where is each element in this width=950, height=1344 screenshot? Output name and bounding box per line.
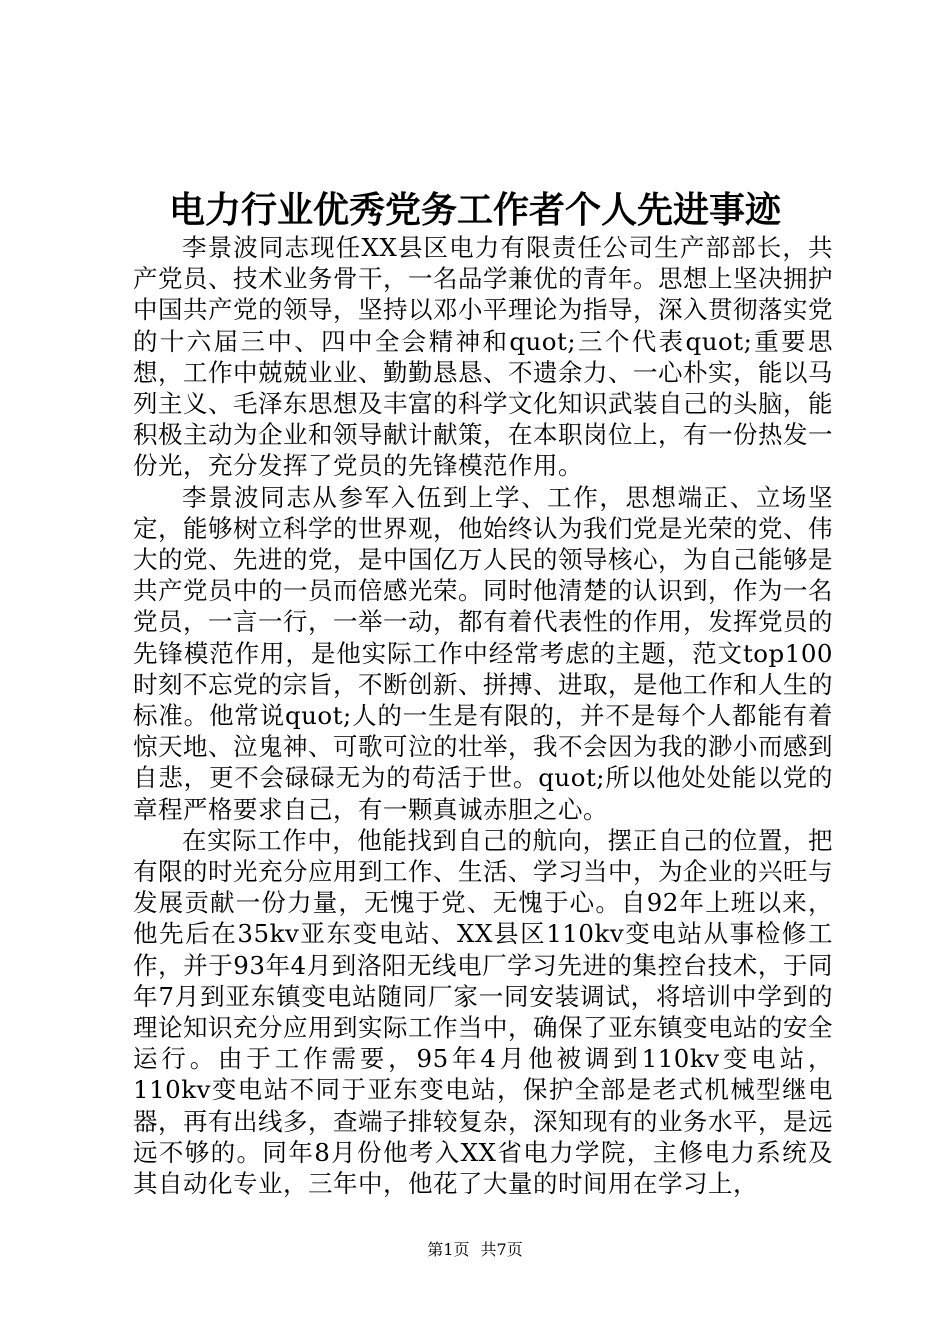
- paragraph-2: 李景波同志从参军入伍到上学、工作，思想端正、立场坚定，能够树立科学的世界观，他始终认为我们党是光荣的党、伟大的党、先进的党，是中国亿万人民的领导核心，为自己能够是共产党员中的一员而倍感光荣。同时他清楚的认识到，作为一名党员，一言一行，一举一动，都有着代表性的作用，发挥党员的先锋模范作用，是他实际工作中经常考虑的主题，范文top100时刻不忘党的宗旨，不断创新、拼搏、进取，是他工作和人生的标准。他常说quot;人的一生是有限的，并不是每个人都能有着惊天地、泣鬼神、可歌可泣的壮举，我不会因为我的渺小而感到自悲，更不会碌碌无为的苟活于世。quot;所以他处处能以党的章程严格要求自己，有一颗真诚赤胆之心。: [133, 482, 833, 824]
- page-number: 第1页: [427, 1240, 470, 1259]
- page-footer: [0, 1240, 950, 1260]
- document-title: 电力行业优秀党务工作者个人先进事迹: [168, 189, 781, 231]
- paragraph-3: 在实际工作中，他能找到自己的航向，摆正自己的位置，把有限的时光充分应用到工作、生活、学习当中，为企业的兴旺与发展贡献一份力量，无愧于党、无愧于心。自92年上班以来，他先后在35kv亚东变电站、XX县区110kv变电站从事检修工作，并于93年4月到洛阳无线电厂学习先进的集控台技术，于同年7月到亚东镇变电站随同厂家一同安装调试，将培训中学到的理论知识充分应用到实际工作当中，确保了亚东镇变电站的安全运行。由于工作需要，95年4月他被调到110kv变电站，110kv变电站不同于亚东变电站，保护全部是老式机械型继电器，再有出线多，查端子排较复杂，深知现有的业务水平，是远远不够的。同年8月份他考入XX省电力学院，主修电力系统及其自动化专业，三年中，他花了大量的时间用在学习上，: [133, 825, 833, 1199]
- page-total: 共7页: [480, 1240, 523, 1259]
- paragraph-1: 李景波同志现任XX县区电力有限责任公司生产部部长，共产党员、技术业务骨干，一名品学兼优的青年。思想上坚决拥护中国共产党的领导，坚持以邓小平理论为指导，深入贯彻落实党的十六届三中、四中全会精神和quot;三个代表quot;重要思想，工作中兢兢业业、勤勤恳恳、不遗余力、一心朴实，能以马列主义、毛泽东思想及丰富的科学文化知识武装自己的头脑，能积极主动为企业和领导献计献策，在本职岗位上，有一份热发一份光，充分发挥了党员的先锋模范作用。: [133, 233, 833, 481]
- document-body: [133, 232, 833, 1199]
